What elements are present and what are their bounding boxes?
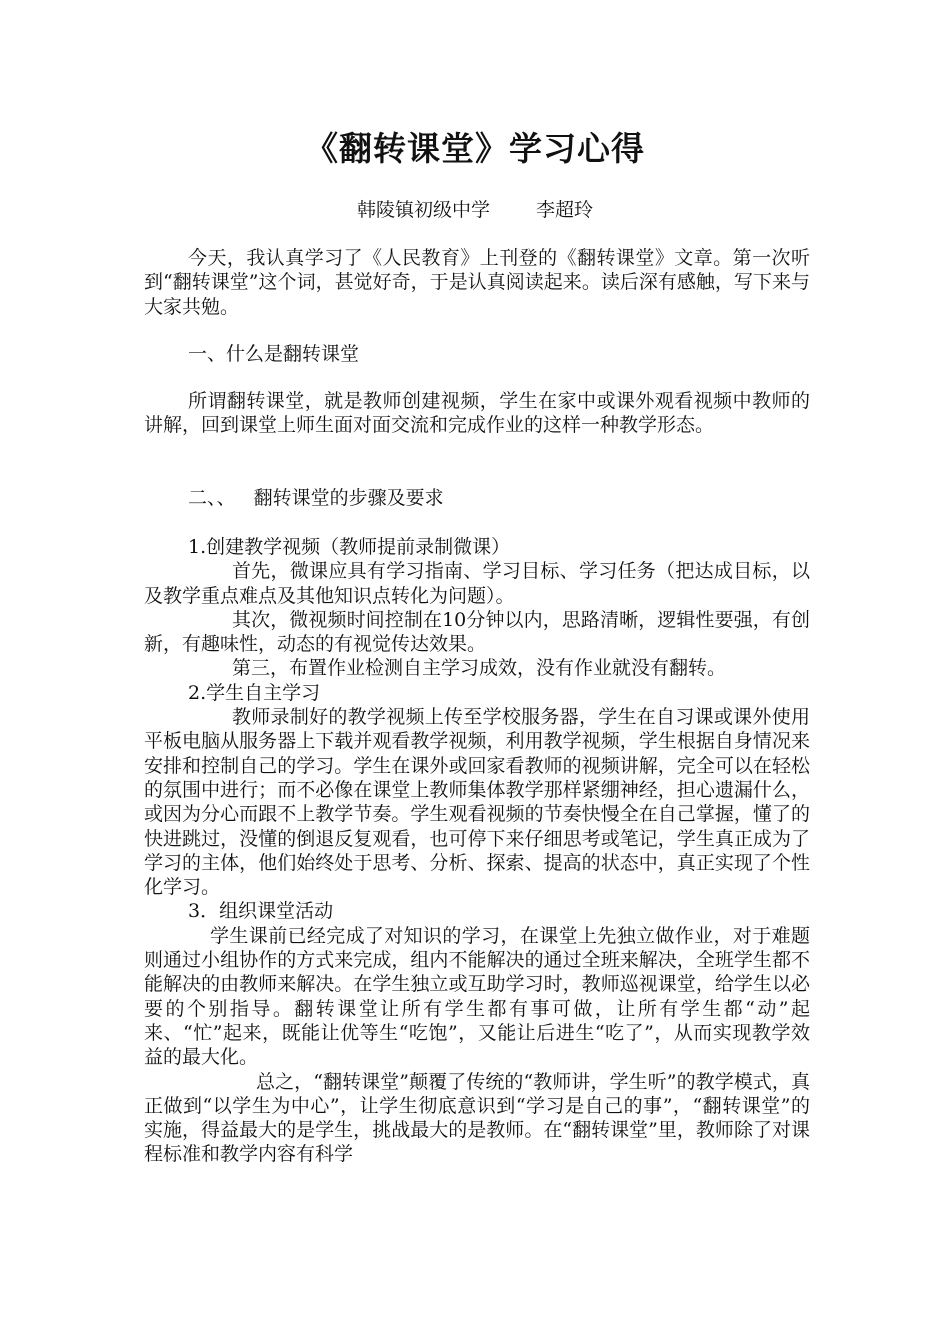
section-2-heading-block: [144, 486, 810, 510]
section-2-heading: 二、、 翻转课堂的步骤及要求: [188, 487, 444, 509]
section-2-block: [144, 535, 810, 1167]
item-3-paragraph: 学生课前已经完成了对知识的学习，在课堂上先独立做作业，对于难题则通过小组协作的方式来完成，组内不能解决的通过全班来解决，全班学生都不能解决的由教师来解决。在学生独立或互助学习时，教师巡视课堂，给学生以必要的个别指导。翻转课堂让所有学生都有事可做，让所有学生都“动”起来、“忙”起来，既能让优等生“吃饱”，又能让后进生“吃了”，从而实现教学效益的最大化。: [144, 924, 810, 1069]
intro-paragraph: 今天，我认真学习了《人民教育》上刊登的《翻转课堂》文章。第一次听到“翻转课堂”这个词，甚觉好奇，于是认真阅读起来。读后深有感触，写下来与大家共勉。: [144, 247, 810, 318]
section-1-heading-block: [144, 342, 810, 366]
item-2-heading: 2.学生自主学习: [188, 681, 321, 704]
conclusion-paragraph: 总之，“翻转课堂”颠覆了传统的“教师讲，学生听”的教学模式，真正做到“以学生为中心”，让学生彻底意识到“学习是自己的事”，“翻转课堂”的实施，得益最大的是学生，挑战最大的是教师。在“翻转课堂”里，教师除了对课程标准和教学内容有科学: [144, 1070, 810, 1166]
author-name: 李超玲: [536, 199, 594, 221]
author-line: [0, 196, 950, 224]
section-1-heading: 一、什么是翻转课堂: [188, 343, 360, 365]
item-1-paragraph-1: 首先，微课应具有学习指南、学习目标、学习任务（把达成目标，以及教学重点难点及其他知识点转化为问题）。: [144, 560, 810, 607]
section-1-paragraph: 所谓翻转课堂，就是教师创建视频，学生在家中或课外观看视频中教师的讲解，回到课堂上师生面对面交流和完成作业的这样一种教学形态。: [144, 390, 810, 437]
item-1-heading: 1.创建教学视频（教师提前录制微课）: [188, 536, 511, 558]
item-1-paragraph-3: 第三，布置作业检测自主学习成效，没有作业就没有翻转。: [232, 657, 727, 680]
section-1-block: [144, 389, 810, 438]
intro-block: [144, 246, 810, 319]
document-title: 《翻转课堂》学习心得: [305, 129, 645, 168]
author-school: 韩陵镇初级中学: [356, 199, 490, 221]
item-3-heading: 3．组织课堂活动: [188, 900, 334, 923]
item-2-paragraph: 教师录制好的教学视频上传至学校服务器，学生在自习课或课外使用平板电脑从服务器上下载并观看教学视频，利用教学视频，学生根据自身情况来安排和控制自己的学习。学生在课外或回家看教师的视频讲解，完全可以在轻松的氛围中进行；而不必像在课堂上教师集体教学那样紧绷神经，担心遗漏什么，或因为分心而跟不上教学节奏。学生观看视频的节奏快慢全在自己掌握，懂了的快进跳过，没懂的倒退反复观看，也可停下来仔细思考或笔记，学生真正成为了学习的主体，他们始终处于思考、分析、探索、提高的状态中，真正实现了个性化学习。: [144, 706, 810, 899]
item-1-paragraph-2: 其次，微视频时间控制在10分钟以内，思路清晰，逻辑性要强，有创新，有趣味性，动态的有视觉传达效果。: [144, 608, 810, 656]
